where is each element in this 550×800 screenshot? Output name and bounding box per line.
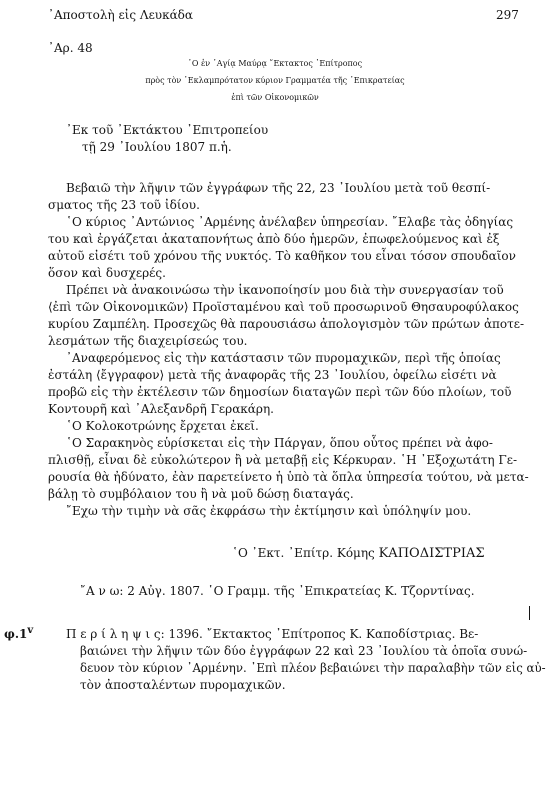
heading-line: ἐπὶ τῶν Οἰκονομικῶν <box>231 93 319 102</box>
running-title: ᾿Αποστολὴ εἰς Λευκάδα <box>48 8 194 22</box>
body-line: Βεβαιῶ τὴν λῆψιν τῶν ἐγγράφων τῆς 22, 23 ᾿Ιουλίου μετὰ τοῦ θεσπί- <box>66 181 491 195</box>
heading-line: ῾Ο ἐν ῾Αγίᾳ Μαύρᾳ ῎Εκτακτος ᾿Επίτροπος <box>187 59 363 68</box>
signature-title: ῾Ο ᾿Εκτ. ᾿Επίτρ. Κόμης <box>232 546 375 560</box>
date-line: τῇ 29 ᾿Ιουλίου 1807 π.ἡ. <box>82 140 232 154</box>
body-line: ρουσία θὰ ἠδύνατο, ἐὰν παρετείνετο ἡ ὑπὸ τὰ ὅπλα ὑπηρεσία τούτου, νὰ μετα- <box>48 470 529 484</box>
body-line: ῎Εχω τὴν τιμὴν νὰ σᾶς ἐκφράσω τὴν ἐκτίμησιν καὶ ὑπόληψίν μου. <box>66 504 472 518</box>
annotation-label: ῎Α ν ω: <box>80 584 124 598</box>
annotation <box>80 583 475 600</box>
body-line: ἐστάλη ⟨ἔγγραφον⟩ μετὰ τῆς ἀναφορᾶς τῆς 23 ᾿Ιουλίου, ὀφείλω εἰσέτι νὰ <box>48 368 497 382</box>
heading-line: πρὸς τὸν ᾿Εκλαμπρότατον κύριον Γραμματέα τῆς ᾿Επικρατείας <box>145 76 405 85</box>
body-line: Κοντουρῆ καὶ ᾿Αλεξανδρῆ Γερακάρη. <box>48 402 274 416</box>
body-line: ῾Ο Σαρακηνὸς εὑρίσκεται εἰς τὴν Πάργαν, ὅπου οὗτος πρέπει νὰ ἀφο- <box>66 436 493 450</box>
body-line: ⟨ἐπὶ τῶν Οἰκονομικῶν⟩ Προϊσταμένου καὶ τοῦ προσωρινοῦ Θησαυροφύλακος <box>48 300 519 314</box>
body-line: σματος τῆς 23 τοῦ ἰδίου. <box>48 198 200 212</box>
body-line: ᾿Αναφερόμενος εἰς τὴν κατάστασιν τῶν πυρομαχικῶν, περὶ τῆς ὁποίας <box>66 351 501 365</box>
body-line: πλισθῇ, εἶναι δὲ εὐκολώτερον ἢ νὰ μεταβῇ εἰς Κέρκυραν. ῾Η ᾿Εξοχωτάτη Γε- <box>48 453 518 467</box>
body-line: ῾Ο κύριος ᾿Αντώνιος ᾿Αρμένης ἀνέλαβεν ὑπηρεσίαν. ῎Ελαβε τὰς ὀδηγίας <box>66 215 514 229</box>
summary-line: τὸν ἀποσταλέντων πυρομαχικῶν. <box>80 678 286 692</box>
summary-label: Π ε ρ ί λ η ψ ι ς: <box>66 627 165 641</box>
summary-line: βαιώνει τὴν λῆψιν τῶν δύο ἐγγράφων 22 καὶ 23 ᾿Ιουλίου τὰ ὁποῖα συνώ- <box>80 644 528 658</box>
body-line: Πρέπει νὰ ἀνακοινώσω τὴν ἱκανοποίησίν μου διὰ τὴν συνεργασίαν τοῦ <box>66 283 504 297</box>
annotation-text: 2 Αὐγ. 1807. ῾Ο Γραμμ. τῆς ᾿Επικρατείας Κ. Τζορντίνας. <box>127 584 475 598</box>
summary-line <box>66 626 478 643</box>
body-line: προβῶ εἰς τὴν ἐκτέλεσιν τῶν δημοσίων διαταγῶν περὶ τῶν δύο πλοίων, τοῦ <box>48 385 512 399</box>
body-line: βάλῃ τὸ συμβόλαιον του ἢ νὰ μοῦ δώσῃ διαταγάς. <box>48 487 354 501</box>
page-number: 297 <box>496 8 519 22</box>
summary-text: 1396. ῎Εκτακτος ᾿Επίτροπος Κ. Καποδίστριας. Βε- <box>168 627 479 641</box>
body-line: λεσμάτων τῆς διαχειρίσεώς του. <box>48 334 248 348</box>
margin-marker-line <box>529 606 530 620</box>
body-line: ὅσον καὶ δυσχερές. <box>48 266 166 280</box>
body-line: ῾Ο Κολοκοτρώνης ἔρχεται ἐκεῖ. <box>66 419 259 433</box>
signature-name: ΚΑΠΟΔΙΣΤΡΙΑΣ <box>378 546 485 561</box>
summary-line: δευον τὸν κύριον ᾿Αρμένην. ᾿Επὶ πλέον βεβαιώνει τὴν παραλαβὴν τῶν εἰς αὐ- <box>80 661 546 675</box>
body-line: κυρίου Ζαμπέλη. Προσεχῶς θὰ παρουσιάσω ἀπολογισμὸν τῶν πρώτων ἀποτε- <box>48 317 525 331</box>
document-number: ᾿Αρ. 48 <box>48 41 93 55</box>
body-line: αὐτοῦ εἰσέτι τοῦ χρόνου τῆς νυκτός. Τὸ καθῆκον του εἶναι τόσον σπουδαῖον <box>48 249 516 263</box>
margin-folio: φ.1$^v$ <box>4 625 34 641</box>
body-line: του καὶ ἐργάζεται ἀκαταπονήτως ἀπὸ δύο ἡμερῶν, ἐπωφελούμενος καὶ ἐξ <box>48 232 500 246</box>
signature <box>232 545 485 562</box>
place-line: ᾿Εκ τοῦ ᾿Εκτάκτου ᾿Επιτροπείου <box>66 123 269 137</box>
